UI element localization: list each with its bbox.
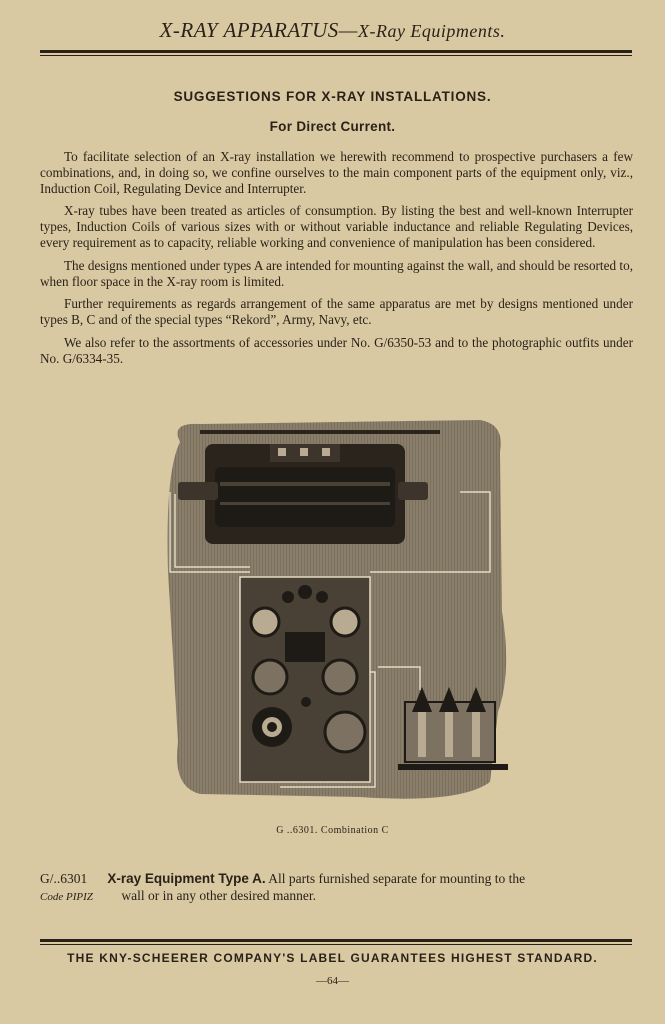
footer-slogan: THE KNY-SCHEERER COMPANY'S LABEL GUARANTEES HIGHEST STANDARD. xyxy=(67,951,598,965)
engraving-svg xyxy=(160,412,515,802)
xray-equipment-illustration xyxy=(160,412,515,802)
meter-right xyxy=(331,608,359,636)
header-rule xyxy=(40,50,632,56)
meter-left xyxy=(251,608,279,636)
paragraph-3: The designs mentioned under types A are intended for mounting against the wall, and should be resorted to, when floor space in the X-ray room is limited. xyxy=(40,257,633,289)
running-head-title: X-RAY APPARATUS— xyxy=(159,18,358,42)
entry-code: Code PIPIZ xyxy=(40,891,93,903)
section-heading: SUGGESTIONS FOR X-RAY INSTALLATIONS. xyxy=(173,89,492,104)
regulator-dial-right xyxy=(323,660,357,694)
top-rail xyxy=(200,430,440,434)
figure-caption: G ..6301. Combination C xyxy=(276,825,389,836)
catalog-entry xyxy=(40,870,633,906)
page-number: —64— xyxy=(316,975,349,987)
main-switch xyxy=(285,632,325,662)
paragraph-1: To facilitate selection of an X-ray installation we herewith recommend to prospective purchasers a few combinations, and, in doing so, we confine ourselves to the main component parts of the equipment only, viz., Induction Coil, Regulating Device and Interrupter. xyxy=(40,149,633,196)
regulator-dial-left xyxy=(253,660,287,694)
paragraph-5: We also refer to the assortments of accessories under No. G/6350-53 and to the photographic outfits under No. G/6334-35. xyxy=(40,334,633,366)
entry-number: G/..6301 xyxy=(40,871,88,886)
footer-rule xyxy=(40,939,632,945)
running-head-subtitle: X-Ray Equipments. xyxy=(357,21,506,41)
induction-coil xyxy=(215,467,395,527)
entry-line-2 xyxy=(40,887,633,906)
entry-text-2: wall or in any other desired manner. xyxy=(121,888,316,903)
interrupter-shelf xyxy=(398,764,508,770)
entry-title: X-ray Equipment Type A. xyxy=(107,871,266,886)
section-subheading: For Direct Current. xyxy=(269,119,396,134)
body-text xyxy=(40,149,633,374)
entry-text-1: All parts furnished separate for mounting to the xyxy=(268,871,526,886)
paragraph-4: Further requirements as regards arrangement of the same apparatus are met by designs mentioned under types B, C and of the special types “Rekord”, Army, Navy, etc. xyxy=(40,296,633,328)
running-head xyxy=(0,18,665,43)
entry-line-1 xyxy=(40,870,633,887)
rheostat-dial xyxy=(325,712,365,752)
paragraph-2: X-ray tubes have been treated as articles of consumption. By listing the best and well-known Interrupter types, Induction Coils of various sizes with or without variable inductance and reliable Regulating Devices, every requirement as to capacity, reliable working and convenience of manipulation has been considered. xyxy=(40,203,633,250)
